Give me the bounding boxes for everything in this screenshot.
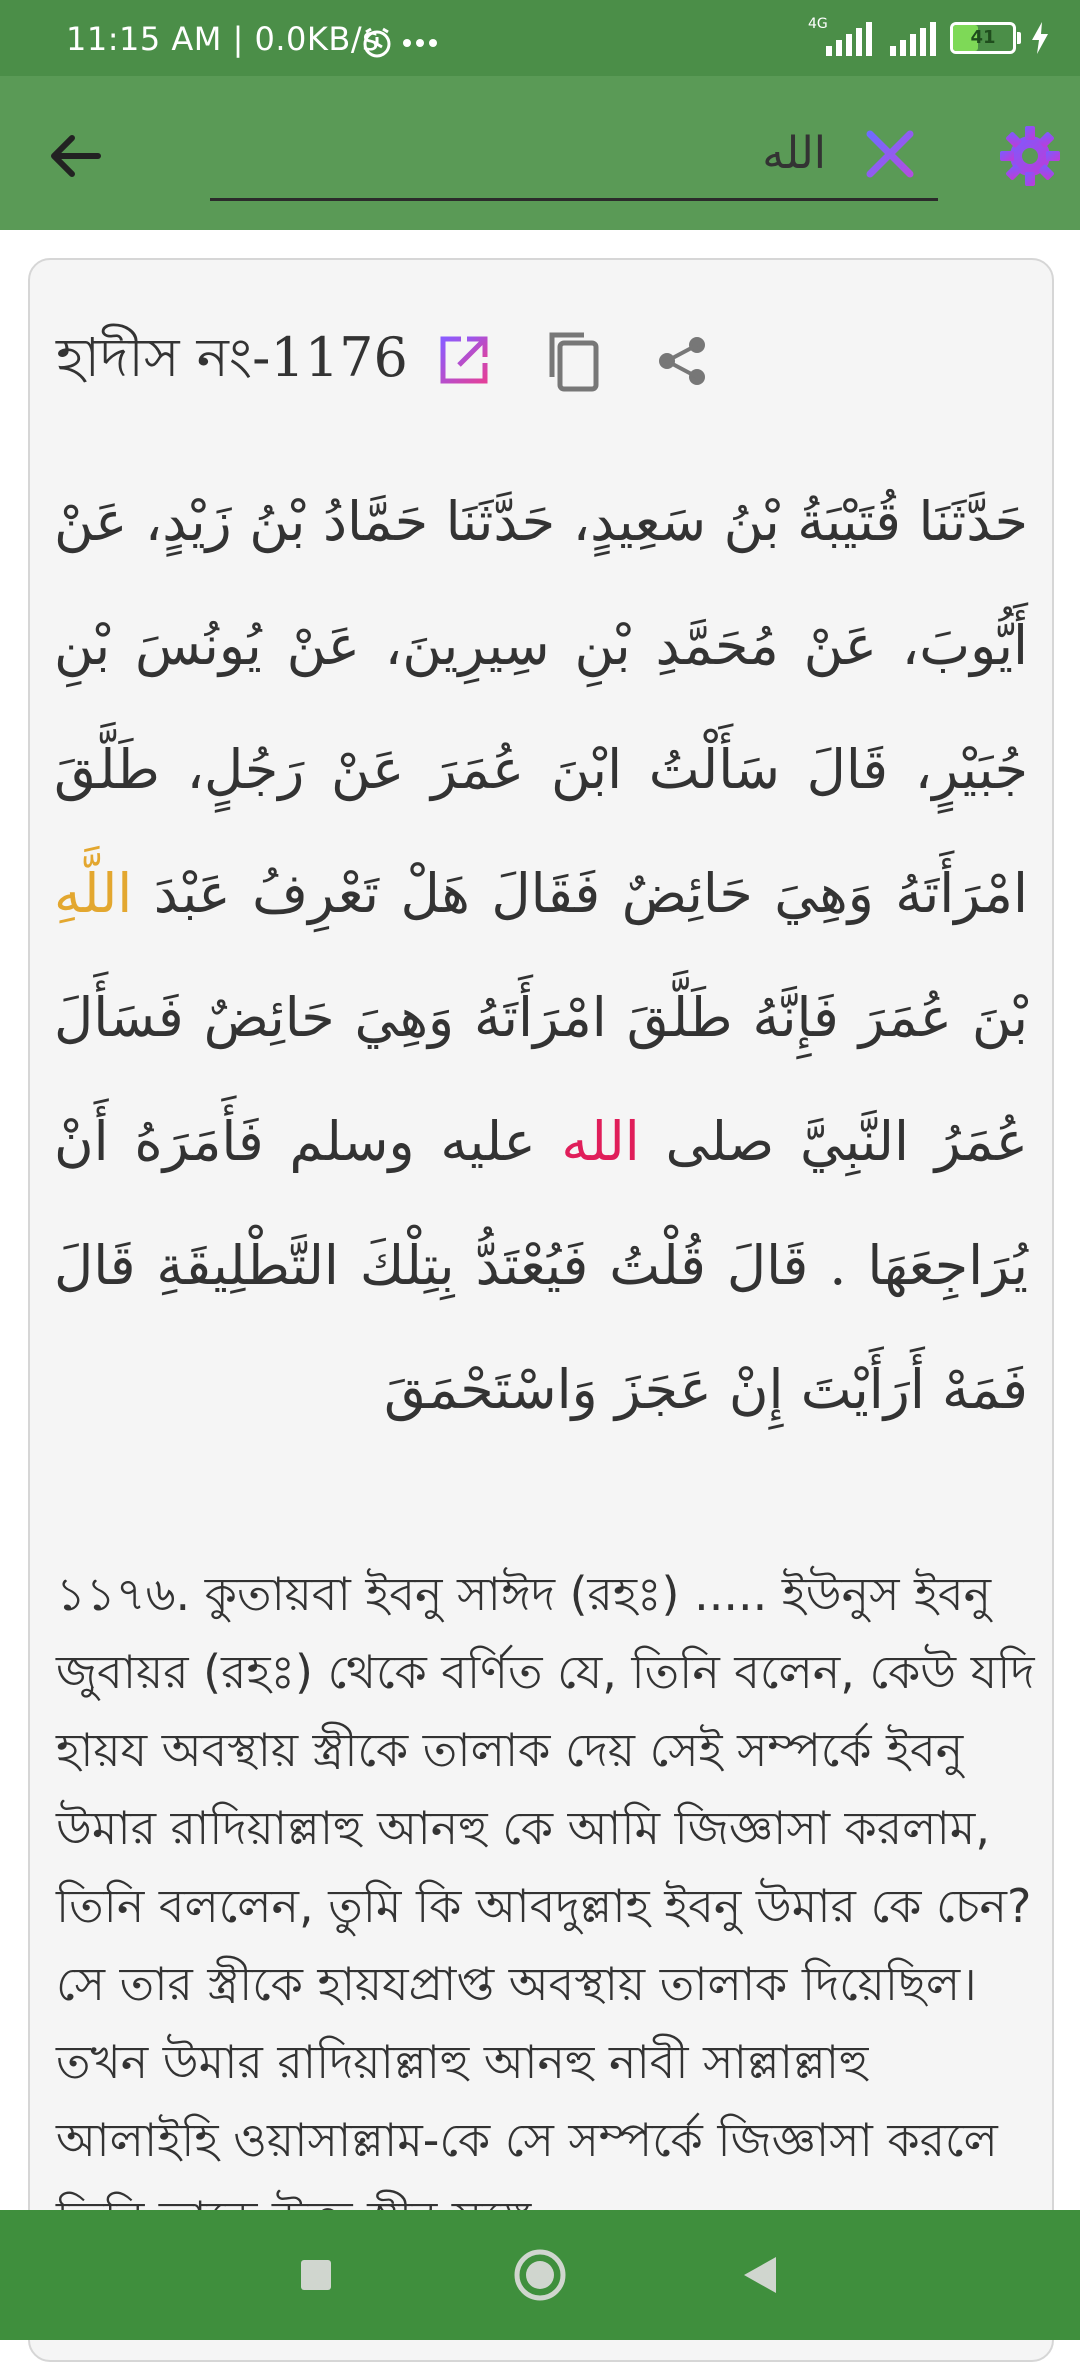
home-button[interactable] — [508, 2243, 572, 2307]
battery-icon — [950, 22, 1016, 54]
status-indicators — [808, 18, 1050, 58]
bengali-translation: ১১৭৬. কুতায়বা ইবনু সাঈদ (রহঃ) ..... ইউনুস ইবনু জুবায়র (রহঃ) থেকে বর্ণিত যে, তিনি বলেন, কেউ যদি হায়য অবস্থায় স্ত্রীকে তালাক দেয় সেই সম্পর্কে ইবনু উমার রাদিয়াল্লাহু আনহু কে আমি জিজ্ঞাসা করলাম, তিনি বললেন, তুমি কি আবদুল্লাহ ইবনু উমার কে চেন? সে তার স্ত্রীকে হায়যপ্রাপ্ত অবস্থায় তালাক দিয়েছিল। তখন উমার রাদিয়াল্লাহু আনহু নাবী সাল্লাল্লাহু আলাইহি ওয়াসাল্লাম-কে সে সম্পর্কে জিজ্ঞাসা করলে — [56, 1567, 1035, 2167]
hadith-number-title: হাদীস নং-1176 — [56, 326, 408, 389]
hadith-card — [28, 258, 1054, 2362]
share-button[interactable] — [648, 326, 718, 396]
charging-icon — [1030, 21, 1050, 55]
signal-icon — [888, 18, 936, 58]
gear-icon — [994, 120, 1066, 192]
content-area[interactable] — [0, 230, 1080, 2210]
back-button[interactable] — [40, 120, 112, 192]
back-triangle-icon — [740, 2253, 780, 2297]
nav-back-button[interactable] — [728, 2243, 792, 2307]
system-nav-bar — [0, 2210, 1080, 2340]
copy-button[interactable] — [538, 326, 608, 396]
search-field[interactable] — [210, 112, 938, 201]
more-dots-icon — [402, 38, 438, 48]
arrow-left-icon — [40, 120, 112, 192]
arabic-text-part: بْنَ عُمَرَ فَإِنَّهُ طَلَّقَ امْرَأَتَهُ وَهِيَ حَائِضٌ فَسَأَلَ عُمَرُ النَّبِيَّ صلى — [54, 986, 1028, 1173]
open-external-icon — [435, 333, 491, 389]
status-bar — [0, 0, 1080, 76]
search-highlight: الله — [561, 1110, 640, 1173]
settings-button[interactable] — [994, 120, 1066, 192]
copy-icon — [544, 329, 602, 393]
status-time: 11:15 AM | 0.0KB/s — [66, 20, 380, 58]
arabic-text — [54, 460, 1028, 1452]
arabic-text-part: حَدَّثَنَا قُتَيْبَةُ بْنُ سَعِيدٍ، حَدَّثَنَا حَمَّادُ بْنُ زَيْدٍ، عَنْ أَيُّوبَ، عَنْ مُحَمَّدِ بْنِ سِيرِينَ، عَنْ يُونُسَ بْنِ جُبَيْرٍ، قَالَ سَأَلْتُ ابْنَ عُمَرَ عَنْ رَجُلٍ، طَلَّقَ امْرَأَتَهُ وَهِيَ حَائِضٌ فَقَالَ هَلْ تَعْرِفُ عَبْدَ — [54, 490, 1028, 925]
home-circle-icon — [512, 2247, 568, 2303]
alarm-icon — [360, 26, 394, 60]
network-type: 4G — [808, 16, 828, 32]
close-icon — [860, 124, 920, 184]
search-input[interactable] — [264, 122, 828, 184]
app-bar — [0, 76, 1080, 230]
share-icon — [655, 333, 711, 389]
card-header — [56, 316, 718, 406]
search-highlight: اللَّهِ — [54, 862, 133, 925]
clear-search-button[interactable] — [860, 124, 920, 184]
signal-icon — [808, 18, 874, 58]
open-external-button[interactable] — [428, 326, 498, 396]
battery-percent: 41 — [970, 27, 996, 48]
arabic-text-part: عليه وسلم فَأَمَرَهُ أَنْ يُرَاجِعَهَا . قَالَ قُلْتُ فَيُعْتَدُّ بِتِلْكَ التَّطْلِيقَةِ قَالَ فَمَهْ أَرَأَيْتَ إِنْ عَجَزَ وَاسْتَحْمَقَ — [54, 1110, 1028, 1421]
recents-square-icon — [299, 2258, 333, 2292]
recents-button[interactable] — [284, 2243, 348, 2307]
